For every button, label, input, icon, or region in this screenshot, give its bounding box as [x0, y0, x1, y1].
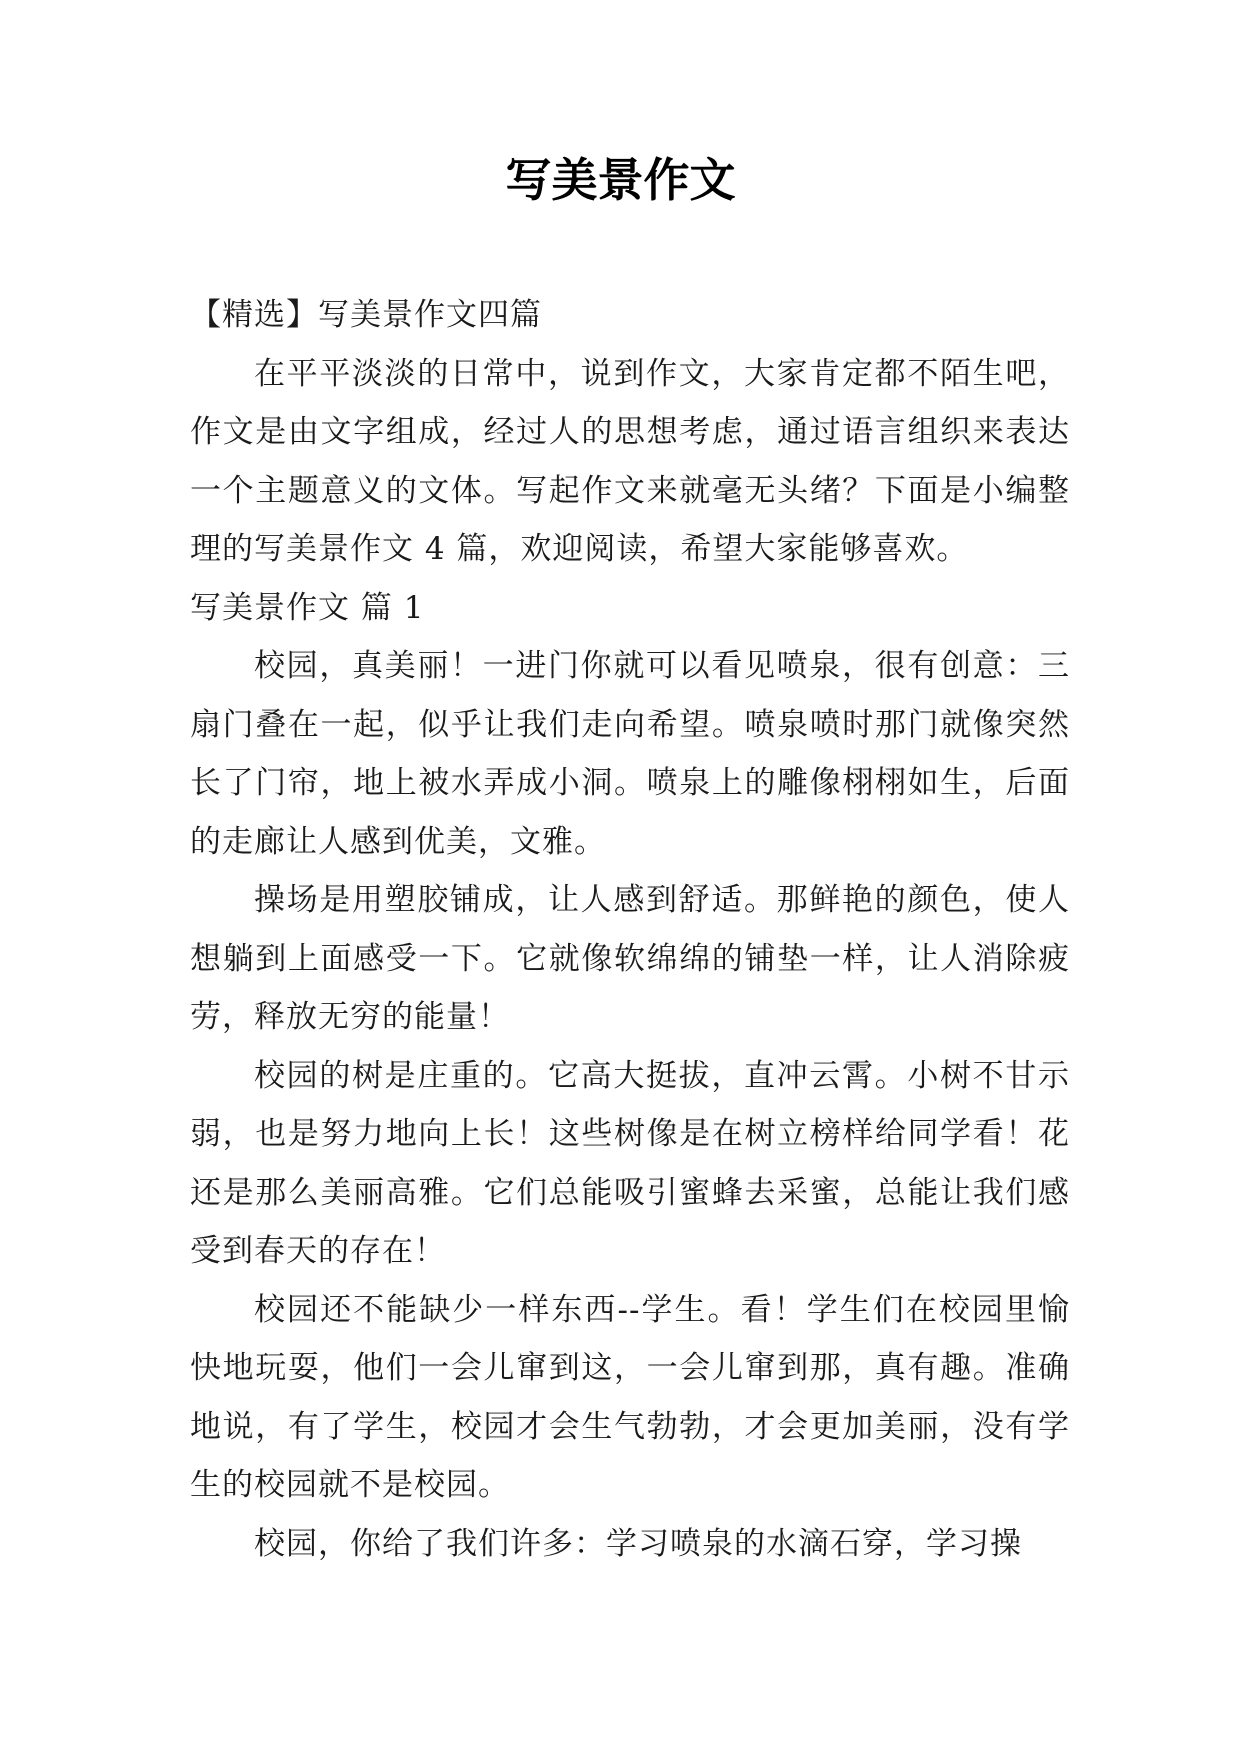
intro-paragraph: 在平平淡淡的日常中，说到作文，大家肯定都不陌生吧，作文是由文字组成，经过人的思想考虑，通过语言组织来表达一个主题意义的文体。写起作文来就毫无头绪？下面是小编整理的写美景作文 4 篇，欢迎阅读，希望大家能够喜欢。 [190, 355, 1070, 567]
body-paragraph: 校园还不能缺少一样东西--学生。看！学生们在校园里愉快地玩耍，他们一会儿窜到这，一会儿窜到那，真有趣。准确地说，有了学生，校园才会生气勃勃，才会更加美丽，没有学生的校园就不是校园。 [190, 1291, 1070, 1503]
body-paragraph: 校园，真美丽！一进门你就可以看见喷泉，很有创意：三扇门叠在一起，似乎让我们走向希望。喷泉喷时那门就像突然长了门帘，地上被水弄成小洞。喷泉上的雕像栩栩如生，后面的走廊让人感到优美，文雅。 [190, 648, 1070, 860]
body-paragraph: 操场是用塑胶铺成，让人感到舒适。那鲜艳的颜色，使人想躺到上面感受一下。它就像软绵绵的铺垫一样，让人消除疲劳，释放无穷的能量！ [190, 882, 1070, 1035]
body-paragraph: 校园，你给了我们许多：学习喷泉的水滴石穿，学习操 [254, 1525, 1022, 1562]
body-paragraph: 校园的树是庄重的。它高大挺拔，直冲云霄。小树不甘示弱，也是努力地向上长！这些树像是在树立榜样给同学看！花还是那么美丽高雅。它们总能吸引蜜蜂去采蜜，总能让我们感受到春天的存在！ [190, 1057, 1070, 1269]
document-subtitle: 【精选】写美景作文四篇 [190, 297, 542, 333]
document-title: 写美景作文 [505, 153, 736, 207]
document-body [190, 286, 1070, 1573]
section-heading: 写美景作文 篇 1 [190, 589, 425, 626]
